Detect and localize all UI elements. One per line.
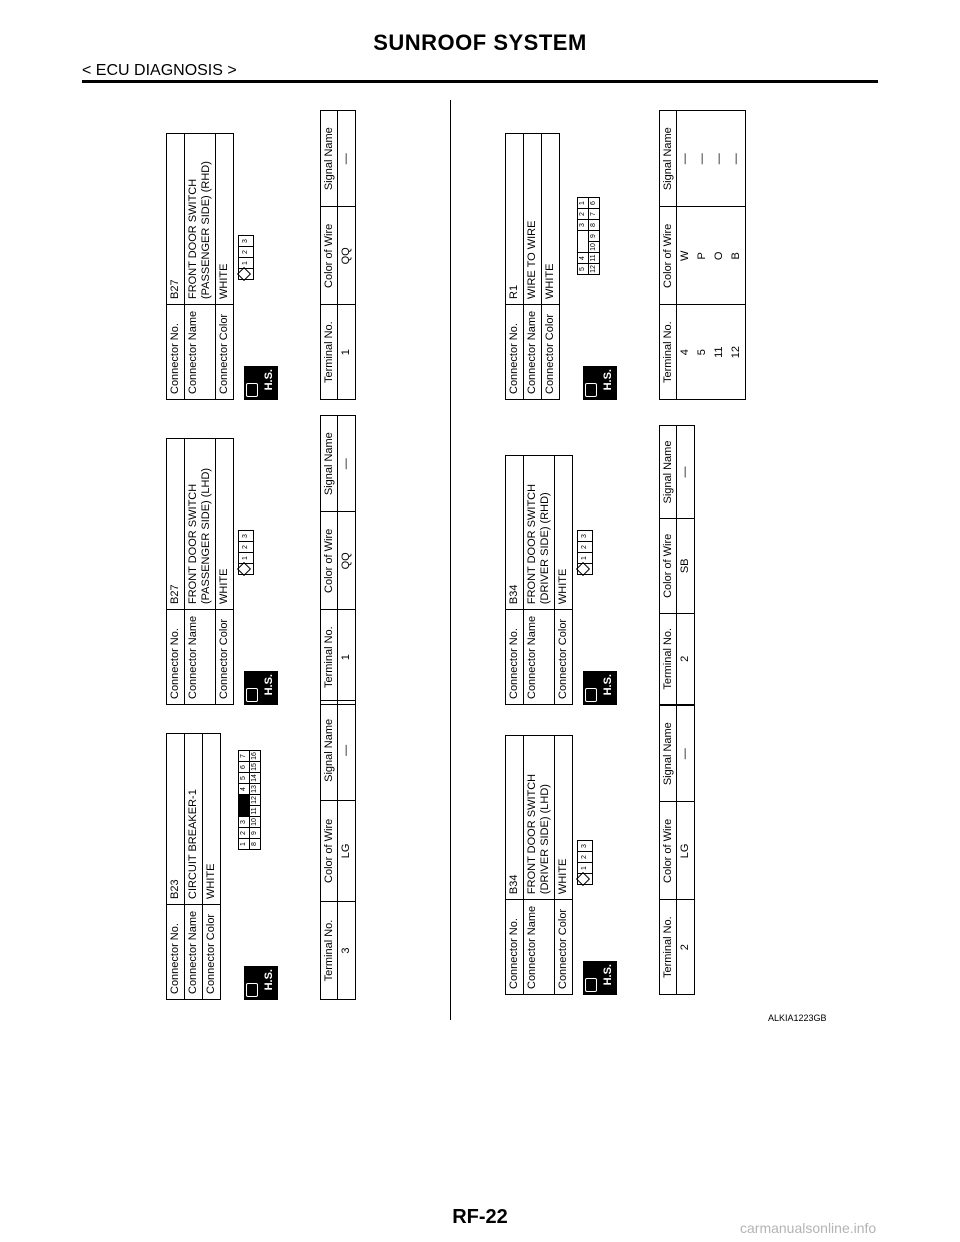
connector-key-icon: [237, 562, 251, 576]
figure-id: ALKIA1223GB: [768, 1013, 827, 1023]
hs-label: H.S.: [602, 369, 614, 391]
terminal-no: 2: [677, 900, 695, 995]
terminal-table: [320, 415, 356, 705]
signal-name: —: [711, 111, 728, 207]
connector-block: [505, 440, 735, 705]
harness-side-icon: [244, 671, 278, 705]
pin: 2: [239, 542, 254, 553]
connector-info-table: [166, 438, 234, 705]
terminal-no-header: Terminal No.: [321, 610, 338, 705]
info-value: CIRCUIT BREAKER-1: [185, 734, 203, 905]
connector-key-icon: [576, 872, 590, 886]
info-label: Connector No.: [167, 610, 185, 705]
pin: 10: [250, 817, 261, 828]
section-label: < ECU DIAGNOSIS >: [82, 62, 237, 79]
terminal-no: 5: [694, 305, 711, 400]
pin: 8: [250, 839, 261, 850]
info-row: [524, 456, 555, 705]
info-value: FRONT DOOR SWITCH (PASSENGER SIDE) (RHD): [185, 134, 216, 305]
lock-tab: [239, 795, 250, 817]
key-cell: [578, 874, 593, 885]
connector-info-table: [166, 733, 221, 1000]
pin: 7: [239, 751, 250, 762]
pin: 12: [250, 795, 261, 806]
connector-face: [577, 197, 600, 275]
pin: 2: [578, 542, 593, 553]
signal-name: —: [677, 706, 695, 802]
signal-name: —: [677, 111, 695, 207]
pin: 16: [250, 751, 261, 762]
info-value: WHITE: [555, 736, 573, 900]
wire-color: B: [728, 207, 746, 305]
page-title: SUNROOF SYSTEM: [373, 30, 587, 55]
connector-block-b27-lhd: [166, 415, 396, 705]
terminal-table-header: [660, 111, 677, 400]
connector-glyph-icon: [246, 688, 258, 702]
terminal-no-header: Terminal No.: [660, 900, 677, 995]
terminal-table: [659, 425, 695, 705]
info-value: FRONT DOOR SWITCH (PASSENGER SIDE) (LHD): [185, 439, 216, 610]
connector-face: [238, 750, 261, 850]
terminal-no: 1: [338, 305, 356, 400]
connector-block-b34-rhd: [505, 440, 735, 705]
signal-name-header: Signal Name: [660, 706, 677, 802]
info-row: [167, 439, 185, 705]
info-row: [167, 734, 185, 1000]
wire-color-header: Color of Wire: [660, 207, 677, 305]
key-cell: [239, 269, 254, 280]
pin: 2: [578, 852, 593, 863]
info-value: WHITE: [216, 439, 234, 610]
info-value: B34: [506, 456, 524, 610]
wire-color: P: [694, 207, 711, 305]
terminal-table-header: [660, 426, 677, 705]
info-label: Connector Color: [555, 900, 573, 995]
signal-name-header: Signal Name: [321, 111, 338, 207]
pin: 2: [239, 247, 254, 258]
hs-label: H.S.: [602, 674, 614, 696]
table-row: [677, 111, 695, 400]
pin: 11: [250, 806, 261, 817]
info-value: WHITE: [542, 134, 560, 305]
pin: 1: [239, 553, 254, 564]
pin: 1: [239, 839, 250, 850]
harness-side-icon: [583, 961, 617, 995]
info-row: [555, 736, 573, 995]
signal-name-header: Signal Name: [321, 701, 338, 801]
terminal-no-header: Terminal No.: [660, 305, 677, 400]
terminal-no: 11: [711, 305, 728, 400]
watermark: carmanualsonline.info: [740, 1220, 877, 1236]
info-row: [216, 439, 234, 705]
hs-label: H.S.: [602, 964, 614, 986]
signal-name: —: [677, 426, 695, 519]
terminal-table: [659, 705, 695, 995]
connector-block: [166, 110, 396, 400]
pin: 3: [239, 817, 250, 828]
terminal-no-header: Terminal No.: [321, 902, 338, 1000]
info-value: B27: [167, 439, 185, 610]
terminal-no: 1: [338, 610, 356, 705]
info-label: Connector Name: [524, 610, 555, 705]
hs-label: H.S.: [263, 969, 275, 991]
pin: 12: [589, 264, 600, 275]
info-label: Connector Name: [185, 905, 203, 1000]
signal-name-header: Signal Name: [321, 416, 338, 512]
terminal-table-header: [321, 111, 338, 400]
hs-label: H.S.: [263, 674, 275, 696]
lock-tab: [578, 231, 589, 253]
info-label: Connector No.: [506, 610, 524, 705]
key-cell: [239, 564, 254, 575]
connector-face: [238, 235, 254, 280]
connector-glyph-icon: [585, 978, 597, 992]
table-row: [338, 111, 356, 400]
info-label: Connector Name: [185, 610, 216, 705]
connector-face: [577, 840, 593, 885]
connector-glyph-icon: [246, 983, 258, 997]
pin: 1: [578, 553, 593, 564]
terminal-table: [320, 700, 356, 1000]
pin: 1: [578, 863, 593, 874]
harness-side-icon: [244, 966, 278, 1000]
table-row: [694, 111, 711, 400]
info-row: [524, 134, 542, 400]
pin: 4: [578, 253, 589, 264]
harness-side-icon: [583, 671, 617, 705]
header-rule: [82, 80, 878, 83]
pin: 5: [578, 264, 589, 275]
wire-color-header: Color of Wire: [321, 207, 338, 305]
connector-info-table: [505, 735, 573, 995]
wire-color-header: Color of Wire: [321, 800, 338, 901]
wire-color-header: Color of Wire: [321, 512, 338, 610]
info-value: R1: [506, 134, 524, 305]
info-row: [542, 134, 560, 400]
wire-color-header: Color of Wire: [660, 519, 677, 614]
info-label: Connector No.: [506, 305, 524, 400]
table-row: [338, 701, 356, 1000]
terminal-no: 3: [338, 902, 356, 1000]
terminal-no-header: Terminal No.: [321, 305, 338, 400]
wire-color: SB: [677, 519, 695, 614]
signal-name: —: [728, 111, 746, 207]
table-row: [677, 426, 695, 705]
info-label: Connector Color: [203, 905, 221, 1000]
info-value: WHITE: [216, 134, 234, 305]
info-value: FRONT DOOR SWITCH (DRIVER SIDE) (RHD): [524, 456, 555, 610]
harness-side-icon: [583, 366, 617, 400]
pin: 9: [250, 828, 261, 839]
table-row: [711, 111, 728, 400]
pin: 2: [239, 828, 250, 839]
pin: 5: [239, 773, 250, 784]
info-row: [167, 134, 185, 400]
connector-face: [577, 530, 593, 575]
connector-block-r1: [505, 110, 742, 400]
info-row: [555, 456, 573, 705]
info-value: B34: [506, 736, 524, 900]
connector-info-table: [166, 133, 234, 400]
connector-glyph-icon: [585, 383, 597, 397]
pin: 9: [589, 231, 600, 242]
terminal-table-header: [321, 701, 338, 1000]
pin: 13: [250, 784, 261, 795]
pin: 14: [250, 773, 261, 784]
pin: 3: [578, 220, 589, 231]
pin: 6: [239, 762, 250, 773]
info-value: WHITE: [555, 456, 573, 610]
info-value: WHITE: [203, 734, 221, 905]
terminal-table: [659, 110, 746, 400]
page-number: RF-22: [452, 1206, 508, 1228]
connector-face: [238, 530, 254, 575]
signal-name: —: [694, 111, 711, 207]
pin: 3: [239, 531, 254, 542]
wire-color: LG: [677, 802, 695, 900]
info-label: Connector No.: [167, 905, 185, 1000]
info-label: Connector No.: [506, 900, 524, 995]
connector-block-b34-lhd: [505, 722, 735, 995]
info-label: Connector Color: [216, 610, 234, 705]
signal-name-header: Signal Name: [660, 426, 677, 519]
pin: 6: [589, 198, 600, 209]
pin: 3: [578, 841, 593, 852]
pin: 1: [578, 198, 589, 209]
pin: 10: [589, 242, 600, 253]
pin: 8: [589, 220, 600, 231]
pin: 15: [250, 762, 261, 773]
info-row: [185, 734, 203, 1000]
table-row: [728, 111, 746, 400]
table-row: [677, 706, 695, 995]
wire-color: LG: [338, 800, 356, 901]
signal-name: —: [338, 701, 356, 801]
info-label: Connector Color: [542, 305, 560, 400]
terminal-no: 2: [677, 613, 695, 704]
signal-name: —: [338, 111, 356, 207]
info-label: Connector Color: [555, 610, 573, 705]
info-row: [216, 134, 234, 400]
connector-block-b23: [166, 700, 396, 1000]
info-value: B23: [167, 734, 185, 905]
harness-side-icon: [244, 366, 278, 400]
info-row: [185, 134, 216, 400]
info-row: [203, 734, 221, 1000]
connector-block: [505, 722, 735, 995]
pin: 3: [239, 236, 254, 247]
pin: 1: [239, 258, 254, 269]
info-value: B27: [167, 134, 185, 305]
terminal-table-header: [660, 706, 677, 995]
pin: 7: [589, 209, 600, 220]
connector-glyph-icon: [585, 688, 597, 702]
connector-block-b27-rhd: [166, 110, 396, 400]
table-row: [338, 416, 356, 705]
terminal-no: 12: [728, 305, 746, 400]
connector-block: [166, 700, 396, 1000]
info-row: [506, 456, 524, 705]
info-label: Connector Name: [185, 305, 216, 400]
info-label: Connector Color: [216, 305, 234, 400]
terminal-no: 4: [677, 305, 695, 400]
hs-label: H.S.: [263, 369, 275, 391]
info-row: [506, 134, 524, 400]
info-value: WIRE TO WIRE: [524, 134, 542, 305]
connector-block: [166, 415, 396, 705]
column-divider: [450, 100, 451, 1020]
signal-name: —: [338, 416, 356, 512]
wire-color: W: [677, 207, 695, 305]
info-value: FRONT DOOR SWITCH (DRIVER SIDE) (LHD): [524, 736, 555, 900]
key-cell: [578, 564, 593, 575]
info-row: [185, 439, 216, 705]
terminal-table: [320, 110, 356, 400]
pin: 2: [578, 209, 589, 220]
connector-info-table: [505, 455, 573, 705]
info-row: [524, 736, 555, 995]
wire-color: QQ: [338, 207, 356, 305]
wire-color-header: Color of Wire: [660, 802, 677, 900]
connector-glyph-icon: [246, 383, 258, 397]
info-row: [506, 736, 524, 995]
connector-block: [505, 110, 742, 400]
connector-info-table: [505, 133, 560, 400]
info-label: Connector Name: [524, 900, 555, 995]
connector-key-icon: [576, 562, 590, 576]
info-label: Connector Name: [524, 305, 542, 400]
info-label: Connector No.: [167, 305, 185, 400]
terminal-table-header: [321, 416, 338, 705]
signal-name-header: Signal Name: [660, 111, 677, 207]
pin: 3: [578, 531, 593, 542]
wire-color: QQ: [338, 512, 356, 610]
pin: 4: [239, 784, 250, 795]
terminal-no-header: Terminal No.: [660, 613, 677, 704]
wire-color: O: [711, 207, 728, 305]
connector-key-icon: [237, 267, 251, 281]
pin: 11: [589, 253, 600, 264]
